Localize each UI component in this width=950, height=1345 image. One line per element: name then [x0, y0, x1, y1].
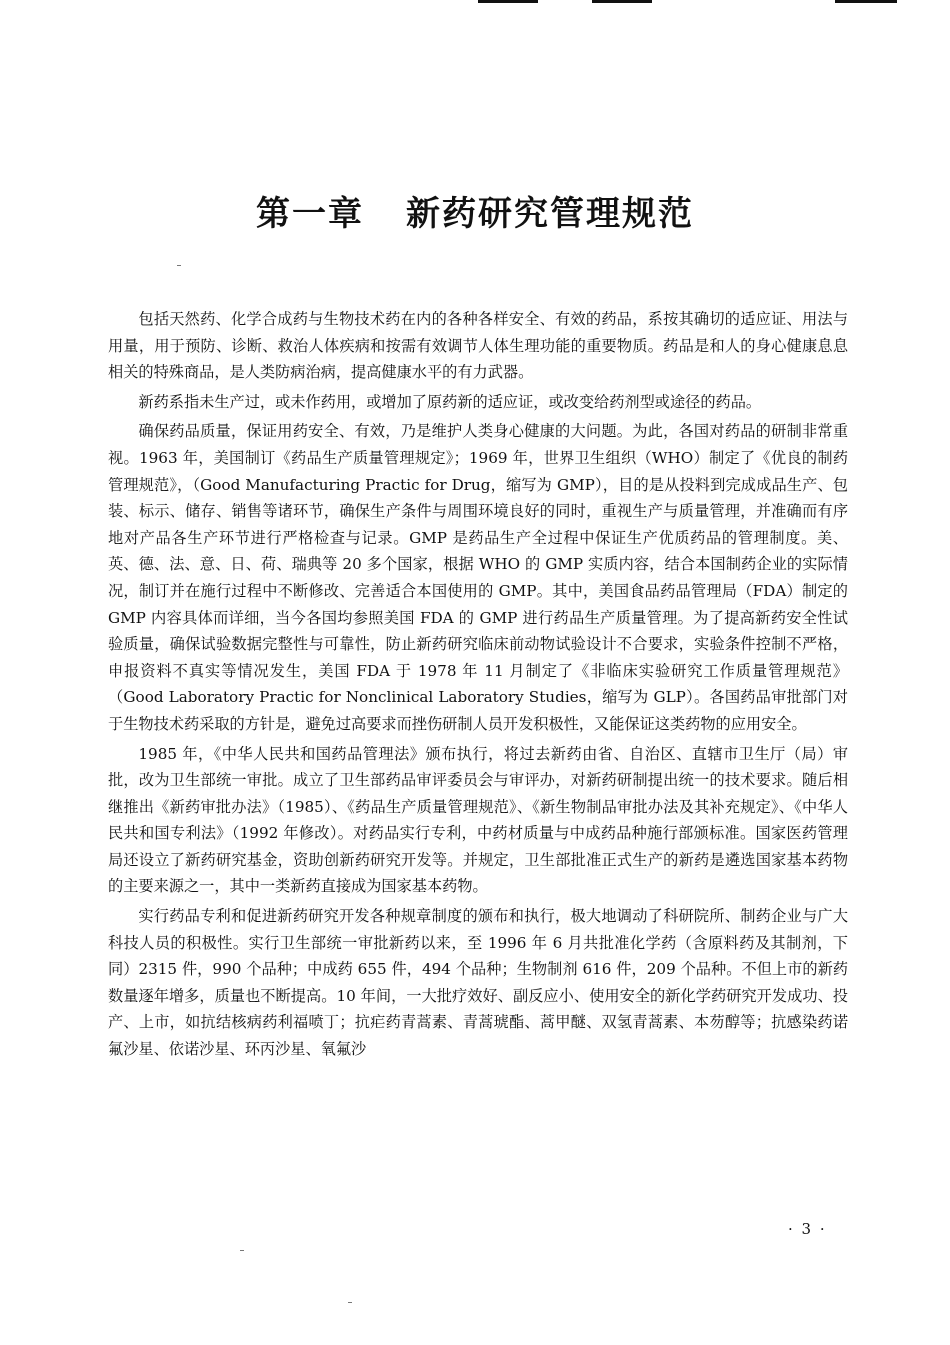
paragraph: 包括天然药、化学合成药与生物技术药在内的各种各样安全、有效的药品，系按其确切的适应证、用法与用量，用于预防、诊断、救治人体疾病和按需有效调节人体生理功能的重要物质。药品是和人的身心健康息息相关的特殊商品，是人类防病治病，提高健康水平的有力武器。: [108, 310, 848, 382]
page-number: · 3 ·: [788, 1220, 827, 1238]
scan-speck: [240, 1250, 244, 1251]
paragraph: 确保药品质量，保证用药安全、有效，乃是维护人类身心健康的大问题。为此，各国对药品的研制非常重视。1963 年，美国制订《药品生产质量管理规定》；1969 年，世界卫生组织（WHO）制定了《优良的制药管理规范》，（Good Manufacturing Practic for Drug，缩写为 GMP），目的是从投料到完成成品生产、包装、标示、储存、销售等诸环节，确保生产条件与周围环境良好的同时，重视生产与质量管理，并准确而有序地对产品各生产环节进行严格检查与记录。GMP 是药品生产全过程中保证生产优质药品的管理制度。美、英、德、法、意、日、荷、瑞典等 20 多个国家，根据 WHO 的 GMP 实质内容，结合本国制药企业的实际情况，制订并在施行过程中不断修改、完善适合本国使用的 GMP。其中，美国食品药品管理局（FDA）制定的 GMP 内容具体而详细，当今各国均参照美国 FDA 的 GMP 进行药品生产质量管理。为了提高新药安全性试验质量，确保试验数据完整性与可靠性，防止新药研究临床前动物试验设计不合要求，实验条件控制不严格，申报资料不真实等情况发生，美国 FDA 于 1978 年 11 月制定了《非临床实验研究工作质量管理规范》（Good Laboratory Practic for Nonclinical Laboratory Studies，缩写为 GLP）。各国药品审批部门对于生物技术药采取的方针是，避免过高要求而挫伤研制人员开发积极性，又能保证这类药物的应用安全。: [108, 422, 848, 733]
body-text: [108, 306, 848, 1063]
paragraph: 新药系指未生产过，或未作药用，或增加了原药新的适应证，或改变给药剂型或途径的药品。: [138, 392, 762, 411]
paragraph: 1985 年，《中华人民共和国药品管理法》颁布执行，将过去新药由省、自治区、直辖市卫生厅（局）审批，改为卫生部统一审批。成立了卫生部药品审评委员会与审评办，对新药研制提出统一的技术要求。随后相继推出《新药审批办法》（1985）、《药品生产质量管理规范》、《新生物制品审批办法及其补充规定》、《中华人民共和国专利法》（1992 年修改）。对药品实行专利，中药材质量与中成药品种施行部颁标准。国家医药管理局还设立了新药研究基金，资助创新药研究开发等。并规定，卫生部批准正式生产的新药是遴选国家基本药物的主要来源之一，其中一类新药直接成为国家基本药物。: [108, 744, 848, 896]
scan-edge-mark: [835, 0, 897, 3]
chapter-title: 新药研究管理规范: [406, 194, 694, 234]
paragraph: 实行药品专利和促进新药研究开发各种规章制度的颁布和执行，极大地调动了科研院所、制药企业与广大科技人员的积极性。实行卫生部统一审批新药以来，至 1996 年 6 月共批准化学药（含原料药及其制剂，下同）2315 件，990 个品种；中成药 655 件，494 个品种；生物制剂 616 件，209 个品种。不但上市的新药数量逐年增多，质量也不断提高。10 年间，一大批疗效好、副反应小、使用安全的新化学药研究开发成功、投产、上市，如抗结核病药利福喷丁；抗疟药青蒿素、青蒿琥酯、蒿甲醚、双氢青蒿素、本芴醇等；抗感染药诺氟沙星、依诺沙星、环丙沙星、氧氟沙: [108, 907, 848, 1059]
scan-speck: [348, 1302, 352, 1303]
chapter-heading: [0, 186, 950, 235]
scan-edge-mark: [478, 0, 538, 3]
scan-edge-mark: [592, 0, 652, 3]
scan-speck: [177, 265, 181, 266]
chapter-number: 第一章: [256, 194, 364, 234]
